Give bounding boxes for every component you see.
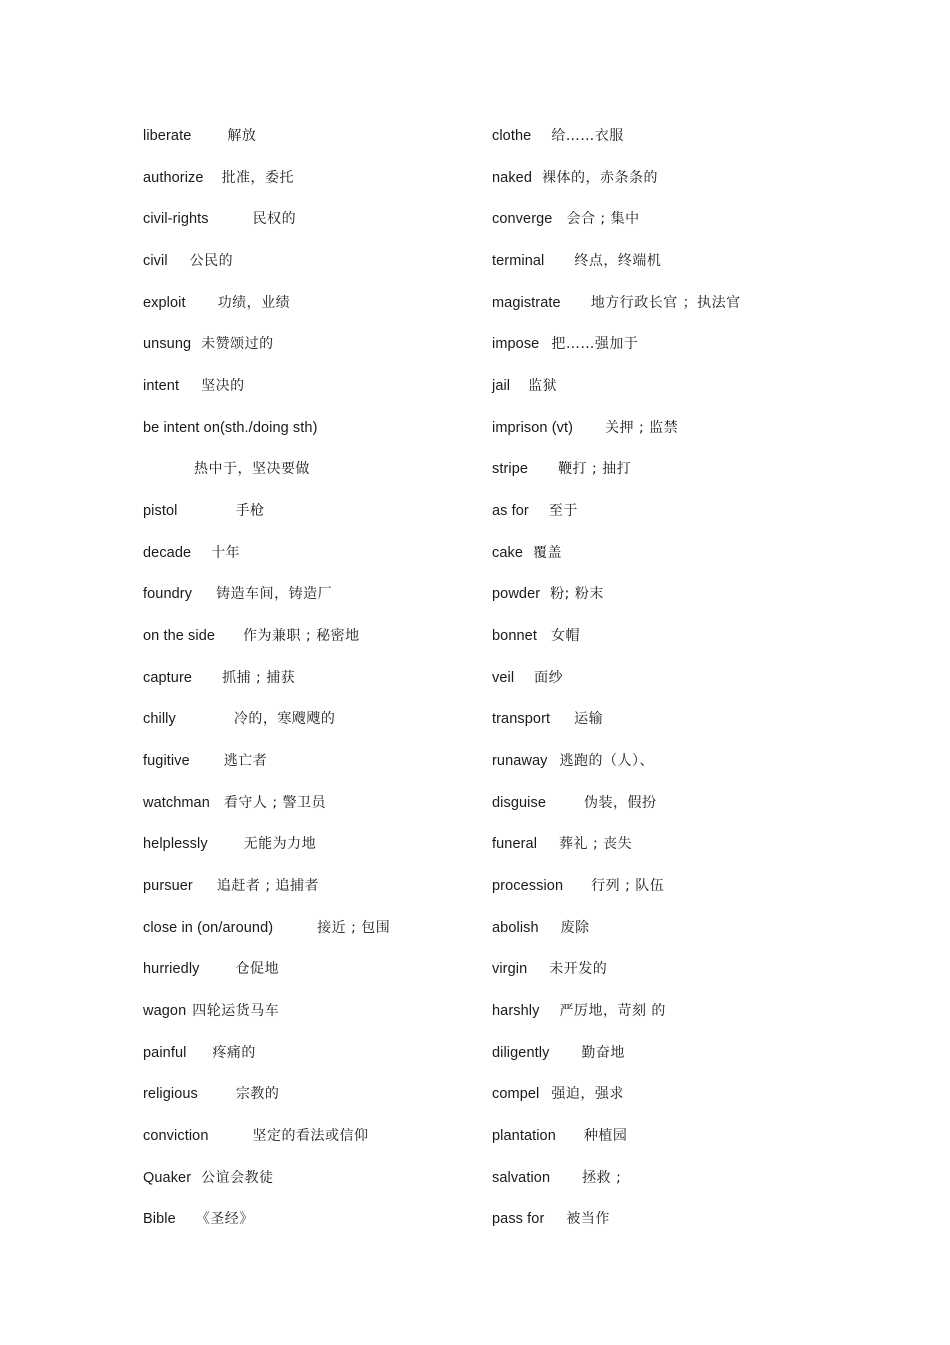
vocab-word: on the side (143, 628, 216, 645)
vocab-meaning: 手枪 (235, 503, 265, 520)
vocab-entry (143, 251, 473, 293)
vocab-entry (492, 668, 822, 710)
vocab-meaning: 种植园 (583, 1128, 628, 1145)
vocab-entry (492, 418, 822, 460)
vocab-entry (492, 168, 822, 210)
vocab-meaning: 逃跑的（人）、 (559, 753, 655, 770)
vocab-entry (143, 1168, 473, 1210)
vocab-entry (143, 1126, 473, 1168)
vocab-word: authorize (143, 169, 204, 186)
vocab-word: fugitive (143, 753, 190, 770)
vocab-word: cake (492, 544, 524, 561)
vocab-meaning: 面纱 (534, 669, 564, 686)
vocab-word: pistol (143, 503, 178, 520)
vocab-meaning: 地方行政长官 ；执法官 (590, 294, 741, 311)
vocab-meaning: 给……衣服 (551, 128, 624, 144)
vocab-entry (143, 168, 473, 210)
vocab-word: disguise (492, 794, 546, 811)
vocab-meaning: 公谊会教徒 (201, 1169, 274, 1186)
vocab-meaning: 粉; 粉末 (550, 586, 604, 603)
vocab-word: abolish (492, 919, 539, 936)
vocab-entry (143, 626, 473, 668)
vocab-word: pass for (492, 1211, 545, 1228)
vocab-word: salvation (492, 1169, 551, 1186)
vocab-meaning: 监狱 (528, 378, 558, 395)
vocab-word: close in (on/around) (143, 919, 274, 936)
vocab-word: exploit (143, 294, 186, 311)
vocab-meaning: 葬礼 ; 丧失 (559, 836, 633, 853)
right-column (492, 126, 822, 1251)
vocab-meaning: 终点，终端机 (574, 253, 662, 270)
vocab-entry (492, 793, 822, 835)
vocab-meaning: 鞭打 ; 抽打 (558, 461, 632, 478)
vocab-meaning: 无能为力地 (243, 836, 317, 853)
vocab-entry (492, 126, 822, 168)
vocab-word: capture (143, 669, 193, 686)
vocab-word: hurriedly (143, 961, 200, 978)
vocab-meaning: 拯救 ; (582, 1169, 622, 1186)
vocab-word: Bible (143, 1211, 176, 1228)
vocab-entry (143, 1043, 473, 1085)
vocab-entry (143, 751, 473, 793)
vocab-entry (492, 959, 822, 1001)
vocab-entry (143, 1209, 473, 1251)
vocab-meaning: 看守人 ; 警卫员 (223, 794, 327, 811)
vocab-entry (492, 1209, 822, 1251)
vocab-meaning: 强迫，强求 (551, 1086, 624, 1103)
vocab-meaning: 冷的，寒飕飕的 (233, 711, 336, 728)
vocab-meaning: 铸造车间，铸造厂 (216, 586, 333, 603)
vocab-entry (143, 918, 473, 960)
vocab-word: naked (492, 169, 533, 186)
vocab-meaning: 被当作 (566, 1211, 610, 1228)
vocab-entry (143, 709, 473, 751)
vocab-word: religious (143, 1086, 198, 1103)
vocab-word: decade (143, 544, 192, 561)
vocab-word: terminal (492, 253, 545, 270)
vocab-entry (492, 1168, 822, 1210)
vocab-word: imprison (vt) (492, 419, 574, 436)
vocab-entry (492, 209, 822, 251)
vocab-meaning: 会合 ; 集中 (566, 211, 640, 228)
vocab-meaning: 至于 (548, 503, 578, 520)
vocab-meaning: 伪装，假扮 (584, 794, 657, 811)
vocab-meaning: 坚决的 (201, 378, 245, 395)
vocab-entry (143, 459, 473, 501)
vocab-meaning: 热中于，坚决要做 (194, 461, 310, 478)
vocab-word: civil-rights (143, 211, 209, 228)
vocab-word: harshly (492, 1003, 540, 1020)
vocab-meaning: 关押 ; 监禁 (605, 419, 679, 436)
vocab-word: runaway (492, 753, 548, 770)
vocab-meaning: 覆盖 (533, 544, 563, 561)
vocab-meaning: 解放 (227, 128, 257, 144)
vocab-meaning: 行列 ; 队伍 (591, 878, 665, 895)
vocab-word: converge (492, 211, 553, 228)
vocab-meaning: 《圣经》 (195, 1211, 254, 1228)
vocab-meaning: 女帽 (550, 628, 580, 645)
vocab-entry (143, 501, 473, 543)
vocab-meaning: 四轮运货马车 (192, 1003, 280, 1020)
vocab-meaning: 批准，委托 (221, 169, 295, 186)
vocab-meaning: 坚定的看法或信仰 (252, 1128, 369, 1145)
vocab-entry (143, 543, 473, 585)
vocab-meaning: 功绩，业绩 (217, 294, 291, 311)
vocab-word: painful (143, 1044, 187, 1061)
vocab-meaning: 逃亡者 (223, 753, 268, 770)
vocab-meaning: 公民的 (189, 253, 234, 270)
vocab-entry (143, 126, 473, 168)
vocab-word: pursuer (143, 878, 193, 895)
vocab-entry (143, 668, 473, 710)
vocab-meaning: 追赶者 ; 追捕者 (216, 878, 319, 895)
vocab-entry (143, 959, 473, 1001)
vocab-meaning: 抓捕 ; 捕获 (222, 669, 296, 686)
vocab-entry (492, 1001, 822, 1043)
vocab-entry (492, 1084, 822, 1126)
vocab-entry (143, 876, 473, 918)
vocab-entry (492, 501, 822, 543)
vocab-word: jail (492, 378, 511, 395)
vocab-meaning: 裸体的，赤条条的 (542, 169, 659, 186)
vocab-meaning: 十年 (211, 544, 241, 561)
vocab-entry (492, 1126, 822, 1168)
vocab-word: veil (492, 669, 515, 686)
vocab-meaning: 民权的 (252, 211, 297, 228)
vocab-word: watchman (143, 794, 210, 811)
vocab-meaning: 未赞颂过的 (201, 336, 274, 353)
vocab-meaning: 废除 (560, 919, 590, 936)
vocab-entry (492, 251, 822, 293)
vocab-entry (143, 293, 473, 335)
vocab-word: clothe (492, 128, 532, 144)
vocab-meaning: 勤奋地 (581, 1044, 625, 1061)
vocab-entry (143, 834, 473, 876)
vocab-entry (143, 334, 473, 376)
vocab-entry (492, 459, 822, 501)
vocab-word: unsung (143, 336, 192, 353)
vocab-word: be intent on(sth./doing sth) (143, 419, 318, 436)
vocab-meaning: 疼痛的 (212, 1044, 256, 1061)
vocab-entry (143, 376, 473, 418)
vocab-entry (492, 584, 822, 626)
vocab-meaning: 运输 (574, 711, 604, 728)
vocab-word: diligently (492, 1044, 550, 1061)
vocab-word: conviction (143, 1128, 209, 1145)
vocab-entry (492, 876, 822, 918)
vocab-word: powder (492, 586, 541, 603)
vocab-meaning: 严厉地，苛刻 的 (559, 1003, 666, 1020)
left-column (143, 126, 473, 1251)
vocab-entry (143, 1084, 473, 1126)
vocab-word: plantation (492, 1128, 556, 1145)
vocab-word: magistrate (492, 294, 561, 311)
vocab-word: Quaker (143, 1169, 192, 1186)
vocab-word: chilly (143, 711, 176, 728)
vocab-entry (492, 1043, 822, 1085)
vocab-entry (492, 376, 822, 418)
vocab-word: virgin (492, 961, 528, 978)
vocab-word: stripe (492, 461, 529, 478)
vocab-word: funeral (492, 836, 538, 853)
vocab-entry (143, 793, 473, 835)
vocab-entry (143, 1001, 473, 1043)
vocab-word: foundry (143, 586, 193, 603)
vocab-meaning: 未开发的 (549, 961, 608, 978)
vocab-entry (492, 709, 822, 751)
vocab-meaning: 接近 ; 包围 (317, 919, 391, 936)
vocab-entry (143, 209, 473, 251)
vocab-entry (492, 834, 822, 876)
vocab-word: compel (492, 1086, 540, 1103)
vocab-meaning: 作为兼职 ; 秘密地 (243, 628, 360, 645)
vocab-meaning: 仓促地 (235, 961, 280, 978)
vocab-word: transport (492, 711, 551, 728)
vocab-word: wagon (143, 1003, 187, 1020)
vocab-entry (492, 543, 822, 585)
vocab-word: intent (143, 378, 180, 395)
vocab-meaning: 把……强加于 (551, 336, 639, 353)
vocab-word: procession (492, 878, 564, 895)
vocab-word: as for (492, 503, 529, 520)
vocab-entry (492, 293, 822, 335)
vocab-word: civil (143, 253, 168, 270)
vocab-word: bonnet (492, 628, 537, 645)
vocab-entry (492, 334, 822, 376)
vocab-word: impose (492, 336, 540, 353)
vocab-entry (492, 626, 822, 668)
vocab-entry (492, 751, 822, 793)
vocab-word: helplessly (143, 836, 208, 853)
vocab-entry (492, 918, 822, 960)
vocab-word: liberate (143, 128, 192, 144)
vocab-entry (143, 584, 473, 626)
vocab-meaning: 宗教的 (235, 1086, 280, 1103)
vocab-entry (143, 418, 473, 460)
